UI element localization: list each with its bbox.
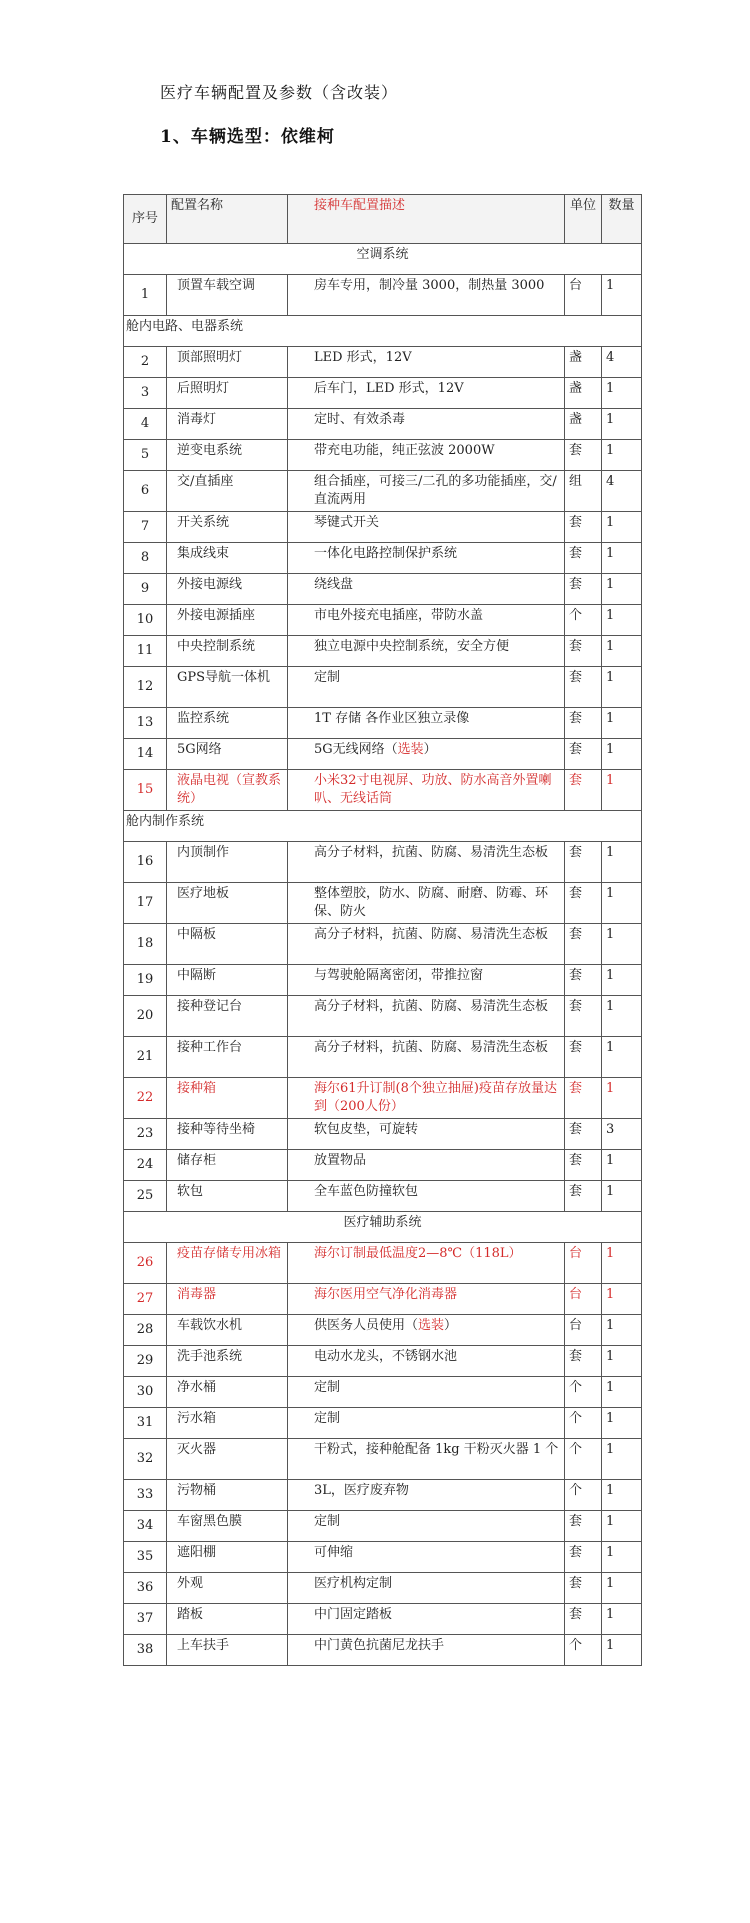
row-unit: 套: [565, 1511, 602, 1542]
row-unit: 台: [565, 1284, 602, 1315]
row-unit: 个: [565, 1480, 602, 1511]
row-name: 疫苗存储专用冰箱: [167, 1243, 288, 1284]
table-row: [124, 1635, 642, 1666]
row-unit: 套: [565, 842, 602, 883]
row-desc: 后车门，LED 形式，12V: [288, 378, 565, 409]
row-no: 4: [124, 409, 167, 440]
table-row: [124, 1119, 642, 1150]
row-unit: 套: [565, 1037, 602, 1078]
row-unit: 套: [565, 1119, 602, 1150]
table-row: [124, 924, 642, 965]
row-qty: 1: [602, 1573, 642, 1604]
row-desc: 独立电源中央控制系统，安全方便: [288, 636, 565, 667]
row-no: 10: [124, 605, 167, 636]
row-desc-optional: 选装: [397, 742, 424, 757]
row-desc: 高分子材料，抗菌、防腐、易清洗生态板: [288, 1037, 565, 1078]
table-row: [124, 1377, 642, 1408]
table-row: [124, 739, 642, 770]
row-unit: 套: [565, 965, 602, 996]
table-row: [124, 543, 642, 574]
row-no: 3: [124, 378, 167, 409]
row-desc: 干粉式，接种舱配备 1kg 干粉灭火器 1 个: [288, 1439, 565, 1480]
table-row: [124, 1243, 642, 1284]
row-no: 16: [124, 842, 167, 883]
row-unit: 台: [565, 1243, 602, 1284]
row-no: 23: [124, 1119, 167, 1150]
row-no: 30: [124, 1377, 167, 1408]
row-name: 液晶电视（宣教系统）: [167, 770, 288, 811]
row-name: 顶部照明灯: [167, 347, 288, 378]
row-desc: 海尔61升订制(8个独立抽屉)疫苗存放量达到（200人份）: [288, 1078, 565, 1119]
row-no: 26: [124, 1243, 167, 1284]
row-desc: 1T 存储 各作业区独立录像: [288, 708, 565, 739]
row-name: 内顶制作: [167, 842, 288, 883]
row-qty: 1: [602, 770, 642, 811]
table-row: [124, 708, 642, 739]
row-no: 13: [124, 708, 167, 739]
row-no: 36: [124, 1573, 167, 1604]
document-title: 医疗车辆配置及参数（含改装）: [160, 83, 399, 102]
row-unit: 套: [565, 667, 602, 708]
row-name: 顶置车载空调: [167, 275, 288, 316]
table-row: [124, 440, 642, 471]
row-unit: 套: [565, 574, 602, 605]
row-name: 接种等待坐椅: [167, 1119, 288, 1150]
row-no: 22: [124, 1078, 167, 1119]
table-row: [124, 1480, 642, 1511]
row-unit: 盏: [565, 347, 602, 378]
header-unit: 单位: [565, 195, 602, 244]
row-name: 消毒灯: [167, 409, 288, 440]
table-row: [124, 1408, 642, 1439]
row-name: 车窗黑色膜: [167, 1511, 288, 1542]
row-unit: 套: [565, 708, 602, 739]
row-desc: 全车蓝色防撞软包: [288, 1181, 565, 1212]
row-unit: 个: [565, 1439, 602, 1480]
row-name: 踏板: [167, 1604, 288, 1635]
row-no: 21: [124, 1037, 167, 1078]
header-no: 序号: [124, 195, 167, 244]
table-row: [124, 1150, 642, 1181]
row-qty: 1: [602, 883, 642, 924]
row-unit: 台: [565, 275, 602, 316]
row-unit: 盏: [565, 409, 602, 440]
row-qty: 1: [602, 1635, 642, 1666]
table-row: [124, 996, 642, 1037]
row-desc-text: 5G无线网络（: [314, 742, 398, 757]
row-unit: 组: [565, 471, 602, 512]
row-no: 17: [124, 883, 167, 924]
row-qty: 1: [602, 1037, 642, 1078]
row-desc: 琴键式开关: [288, 512, 565, 543]
table-row: [124, 883, 642, 924]
header-desc: 接种车配置描述: [288, 195, 565, 244]
row-qty: 1: [602, 409, 642, 440]
row-qty: 1: [602, 1181, 642, 1212]
row-qty: 1: [602, 1439, 642, 1480]
row-qty: 1: [602, 996, 642, 1037]
config-table: [123, 194, 642, 1666]
table-row: [124, 605, 642, 636]
row-no: 34: [124, 1511, 167, 1542]
row-qty: 1: [602, 1542, 642, 1573]
row-qty: 4: [602, 347, 642, 378]
table-row: [124, 965, 642, 996]
row-qty: 1: [602, 965, 642, 996]
row-name: 净水桶: [167, 1377, 288, 1408]
section-row: [124, 244, 642, 275]
row-qty: 1: [602, 275, 642, 316]
row-desc: 电动水龙头，不锈钢水池: [288, 1346, 565, 1377]
row-desc: 组合插座，可接三/二孔的多功能插座，交/直流两用: [288, 471, 565, 512]
row-name: 中央控制系统: [167, 636, 288, 667]
row-qty: 3: [602, 1119, 642, 1150]
row-qty: 1: [602, 440, 642, 471]
table-row: [124, 1542, 642, 1573]
row-name: 5G网络: [167, 739, 288, 770]
row-no: 32: [124, 1439, 167, 1480]
header-qty: 数量: [602, 195, 642, 244]
row-unit: 套: [565, 440, 602, 471]
row-unit: 套: [565, 770, 602, 811]
row-name: 医疗地板: [167, 883, 288, 924]
row-qty: 1: [602, 1511, 642, 1542]
table-row: [124, 471, 642, 512]
row-desc: 小米32寸电视屏、功放、防水高音外置喇叭、无线话筒: [288, 770, 565, 811]
row-no: 8: [124, 543, 167, 574]
row-desc: 中门固定踏板: [288, 1604, 565, 1635]
row-desc: 一体化电路控制保护系统: [288, 543, 565, 574]
row-name: 软包: [167, 1181, 288, 1212]
row-desc: 中门黄色抗菌尼龙扶手: [288, 1635, 565, 1666]
row-unit: 套: [565, 1542, 602, 1573]
row-desc: 海尔医用空气净化消毒器: [288, 1284, 565, 1315]
row-qty: 1: [602, 512, 642, 543]
row-no: 31: [124, 1408, 167, 1439]
row-name: 逆变电系统: [167, 440, 288, 471]
row-unit: 套: [565, 739, 602, 770]
row-desc: 医疗机构定制: [288, 1573, 565, 1604]
row-no: 27: [124, 1284, 167, 1315]
table-row: [124, 574, 642, 605]
table-row: [124, 1181, 642, 1212]
row-no: 24: [124, 1150, 167, 1181]
row-qty: 1: [602, 1604, 642, 1635]
row-name: 开关系统: [167, 512, 288, 543]
section-title: 医疗辅助系统: [124, 1212, 642, 1243]
row-desc: 房车专用，制冷量 3000，制热量 3000: [288, 275, 565, 316]
row-qty: 1: [602, 378, 642, 409]
row-unit: 个: [565, 1635, 602, 1666]
table-row: [124, 1604, 642, 1635]
table-row: [124, 275, 642, 316]
row-desc-text: 供医务人员使用（: [314, 1318, 419, 1333]
header-name: 配置名称: [167, 195, 288, 244]
row-no: 18: [124, 924, 167, 965]
row-qty: 1: [602, 1243, 642, 1284]
row-qty: 1: [602, 708, 642, 739]
row-desc: 定制: [288, 1377, 565, 1408]
row-no: 1: [124, 275, 167, 316]
row-desc: 定时、有效杀毒: [288, 409, 565, 440]
row-name: 接种登记台: [167, 996, 288, 1037]
section-title: 舱内电路、电器系统: [124, 316, 642, 347]
row-unit: 套: [565, 1573, 602, 1604]
row-desc-suffix: ）: [423, 742, 437, 757]
row-qty: 1: [602, 1408, 642, 1439]
row-no: 15: [124, 770, 167, 811]
row-name: 中隔板: [167, 924, 288, 965]
section-title: 空调系统: [124, 244, 642, 275]
table-row: [124, 1511, 642, 1542]
row-name: 接种箱: [167, 1078, 288, 1119]
row-unit: 套: [565, 1604, 602, 1635]
row-unit: 套: [565, 512, 602, 543]
row-desc: 定制: [288, 1408, 565, 1439]
row-qty: 1: [602, 1078, 642, 1119]
row-unit: 套: [565, 883, 602, 924]
row-desc-suffix: ）: [444, 1318, 458, 1333]
table-row: [124, 1037, 642, 1078]
table-row: [124, 636, 642, 667]
row-qty: 1: [602, 605, 642, 636]
row-qty: 1: [602, 842, 642, 883]
row-no: 20: [124, 996, 167, 1037]
row-unit: 盏: [565, 378, 602, 409]
row-name: 监控系统: [167, 708, 288, 739]
row-name: 消毒器: [167, 1284, 288, 1315]
row-desc: 3L，医疗废弃物: [288, 1480, 565, 1511]
row-desc: 绕线盘: [288, 574, 565, 605]
row-unit: 套: [565, 1078, 602, 1119]
row-qty: 1: [602, 1346, 642, 1377]
row-name: 污水箱: [167, 1408, 288, 1439]
row-unit: 套: [565, 636, 602, 667]
row-desc: 高分子材料，抗菌、防腐、易清洗生态板: [288, 996, 565, 1037]
row-name: 外接电源插座: [167, 605, 288, 636]
row-desc: 定制: [288, 1511, 565, 1542]
row-no: 5: [124, 440, 167, 471]
row-unit: 个: [565, 1408, 602, 1439]
table-row: [124, 1078, 642, 1119]
row-desc: 海尔订制最低温度2—8℃（118L）: [288, 1243, 565, 1284]
table-row: [124, 347, 642, 378]
row-name: 车载饮水机: [167, 1315, 288, 1346]
row-desc: [288, 1315, 565, 1346]
row-name: 集成线束: [167, 543, 288, 574]
row-qty: 1: [602, 543, 642, 574]
row-unit: 套: [565, 1346, 602, 1377]
row-no: 28: [124, 1315, 167, 1346]
row-name: 储存柜: [167, 1150, 288, 1181]
row-desc: 与驾驶舱隔离密闭，带推拉窗: [288, 965, 565, 996]
row-qty: 1: [602, 636, 642, 667]
row-desc: 市电外接充电插座，带防水盖: [288, 605, 565, 636]
row-desc: 高分子材料，抗菌、防腐、易清洗生态板: [288, 842, 565, 883]
row-no: 37: [124, 1604, 167, 1635]
row-qty: 1: [602, 574, 642, 605]
row-no: 35: [124, 1542, 167, 1573]
row-desc: 整体塑胶，防水、防腐、耐磨、防霉、环保、防火: [288, 883, 565, 924]
row-name: 上车扶手: [167, 1635, 288, 1666]
row-desc: LED 形式，12V: [288, 347, 565, 378]
table-row: [124, 1284, 642, 1315]
section-row: [124, 811, 642, 842]
row-unit: 个: [565, 605, 602, 636]
row-unit: 个: [565, 1377, 602, 1408]
section-row: [124, 316, 642, 347]
table-row: [124, 512, 642, 543]
row-no: 38: [124, 1635, 167, 1666]
row-name: 外观: [167, 1573, 288, 1604]
row-desc: 定制: [288, 667, 565, 708]
row-desc-optional: 选装: [418, 1318, 445, 1333]
row-no: 9: [124, 574, 167, 605]
row-name: 洗手池系统: [167, 1346, 288, 1377]
row-qty: 1: [602, 739, 642, 770]
row-no: 2: [124, 347, 167, 378]
row-unit: 套: [565, 996, 602, 1037]
table-row: [124, 409, 642, 440]
row-unit: 套: [565, 1150, 602, 1181]
table-row: [124, 667, 642, 708]
row-qty: 1: [602, 667, 642, 708]
row-qty: 4: [602, 471, 642, 512]
row-no: 29: [124, 1346, 167, 1377]
row-name: 遮阳棚: [167, 1542, 288, 1573]
row-name: 外接电源线: [167, 574, 288, 605]
row-qty: 1: [602, 1377, 642, 1408]
row-qty: 1: [602, 1150, 642, 1181]
table-row: [124, 1315, 642, 1346]
row-no: 6: [124, 471, 167, 512]
row-no: 19: [124, 965, 167, 996]
row-no: 7: [124, 512, 167, 543]
row-name: 接种工作台: [167, 1037, 288, 1078]
row-desc: 软包皮垫，可旋转: [288, 1119, 565, 1150]
row-name: 灭火器: [167, 1439, 288, 1480]
row-name: GPS导航一体机: [167, 667, 288, 708]
row-desc: 高分子材料，抗菌、防腐、易清洗生态板: [288, 924, 565, 965]
section-row: [124, 1212, 642, 1243]
row-desc: 可伸缩: [288, 1542, 565, 1573]
table-row: [124, 842, 642, 883]
row-qty: 1: [602, 1315, 642, 1346]
row-desc: 放置物品: [288, 1150, 565, 1181]
row-desc: 带充电功能，纯正弦波 2000W: [288, 440, 565, 471]
row-desc: [288, 739, 565, 770]
row-no: 11: [124, 636, 167, 667]
row-name: 后照明灯: [167, 378, 288, 409]
row-no: 33: [124, 1480, 167, 1511]
row-name: 交/直插座: [167, 471, 288, 512]
table-row: [124, 770, 642, 811]
table-row: [124, 1346, 642, 1377]
table-row: [124, 378, 642, 409]
row-unit: 套: [565, 543, 602, 574]
table-header-row: [124, 195, 642, 244]
row-unit: 台: [565, 1315, 602, 1346]
row-qty: 1: [602, 924, 642, 965]
row-no: 12: [124, 667, 167, 708]
row-no: 14: [124, 739, 167, 770]
row-name: 污物桶: [167, 1480, 288, 1511]
document-subtitle: 1、车辆选型：依维柯: [160, 127, 335, 147]
table-row: [124, 1573, 642, 1604]
row-qty: 1: [602, 1284, 642, 1315]
section-title: 舱内制作系统: [124, 811, 642, 842]
row-unit: 套: [565, 924, 602, 965]
row-qty: 1: [602, 1480, 642, 1511]
row-unit: 套: [565, 1181, 602, 1212]
table-row: [124, 1439, 642, 1480]
row-no: 25: [124, 1181, 167, 1212]
row-name: 中隔断: [167, 965, 288, 996]
